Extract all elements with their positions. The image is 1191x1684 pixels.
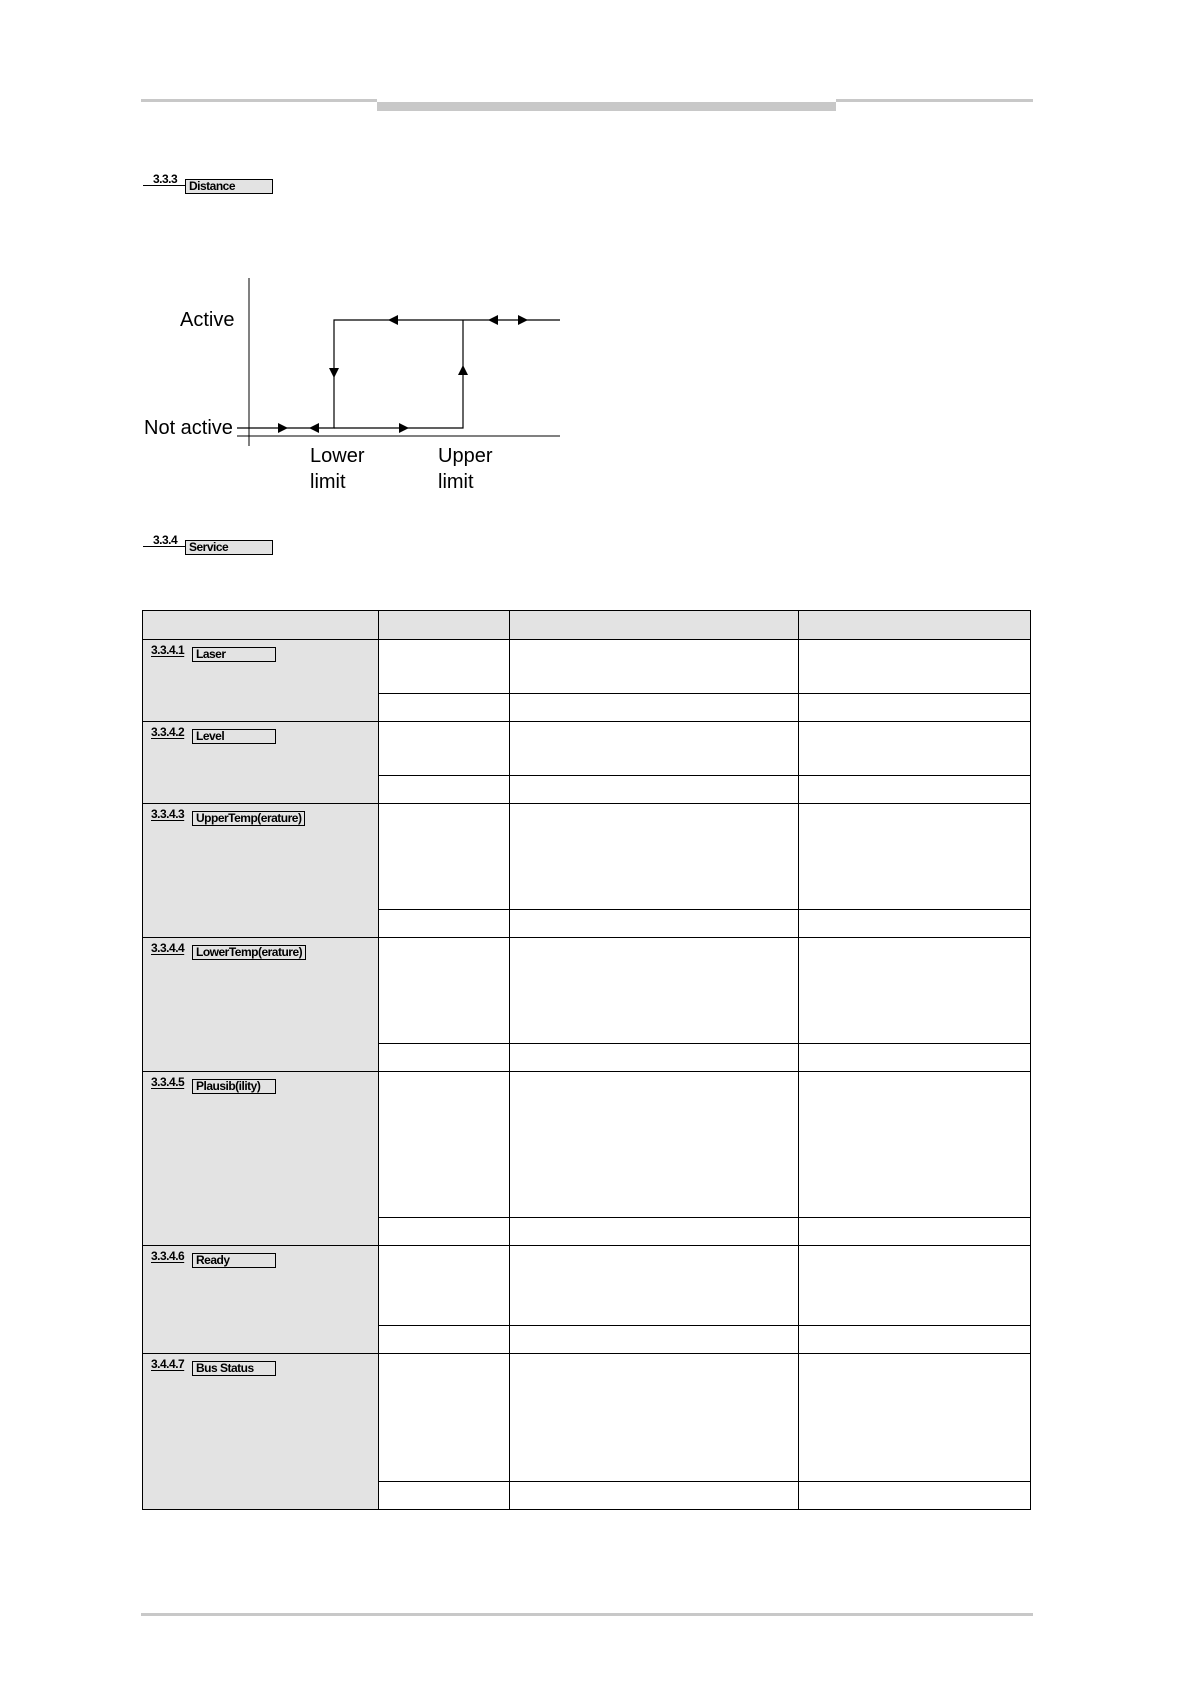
header-rule-right [836,99,1033,102]
label-not-active: Not active [144,417,233,439]
row-label: Level [192,729,276,744]
table-cell [510,1326,799,1354]
table-cell [510,1218,799,1246]
row-name-cell [143,722,379,804]
row-label: LowerTemp(erature) [192,945,306,960]
row-name-cell [143,1354,379,1510]
row-label: Ready [192,1253,276,1268]
table-cell [379,640,510,694]
distance-hysteresis-diagram [130,270,570,500]
row-number: 3.3.4.6 [151,1249,185,1263]
table-cell [510,776,799,804]
table-row [143,938,1031,1044]
arrow-right-low-2 [399,423,409,433]
table-cell [510,938,799,1044]
table-cell [799,722,1031,776]
label-upper-limit-2: limit [438,471,474,493]
table-cell [510,694,799,722]
table-cell [510,1482,799,1510]
label-lower-limit-2: limit [310,471,346,493]
row-number: 3.3.4.4 [151,941,185,955]
table-cell [799,1218,1031,1246]
row-label: Bus Status [192,1361,276,1376]
table-cell [799,640,1031,694]
row-number: 3.3.4.1 [151,643,185,657]
table-cell [379,1072,510,1218]
table-cell [379,1044,510,1072]
table-cell [510,1044,799,1072]
table-cell [799,1326,1031,1354]
label-lower-limit-1: Lower [310,445,365,467]
arrow-right-low-1 [278,423,288,433]
header-cell [379,611,510,640]
table-cell [510,1354,799,1482]
section-distance-title: Distance [185,179,273,194]
table-header-row [143,611,1031,640]
table-cell [510,640,799,694]
table-cell [379,938,510,1044]
arrow-down-lower-limit [329,368,339,378]
table-cell [379,1246,510,1326]
table-cell [510,804,799,910]
row-number: 3.4.4.7 [151,1357,185,1371]
table-cell [379,1326,510,1354]
table-cell [799,1072,1031,1218]
header-cell [143,611,379,640]
table-row [143,1072,1031,1218]
header-cell [799,611,1031,640]
table-row [143,640,1031,694]
arrow-left-low [309,423,319,433]
service-table [142,610,1031,1510]
table-cell [379,776,510,804]
table-row [143,1354,1031,1482]
table-cell [379,1218,510,1246]
table-cell [379,1482,510,1510]
section-service-number: 3.3.4 [153,533,178,547]
row-name-cell [143,640,379,722]
row-label: Plausib(ility) [192,1079,276,1094]
label-active: Active [180,309,235,331]
label-upper-limit-1: Upper [438,445,493,467]
table-cell [379,722,510,776]
table-cell [799,804,1031,910]
table-cell [799,694,1031,722]
header-cell [510,611,799,640]
table-row [143,804,1031,910]
table-cell [379,804,510,910]
table-row [143,722,1031,776]
table-cell [799,910,1031,938]
row-name-cell [143,1246,379,1354]
table-cell [799,1246,1031,1326]
arrow-right-high [518,315,528,325]
row-number: 3.3.4.2 [151,725,185,739]
table-cell [799,776,1031,804]
table-cell [379,1354,510,1482]
table-cell [510,910,799,938]
section-distance-number: 3.3.3 [153,172,178,186]
section-service-title: Service [185,540,273,555]
arrow-up-upper-limit [458,365,468,375]
table-cell [510,722,799,776]
table-cell [799,1044,1031,1072]
table-cell [379,910,510,938]
table-cell [799,1482,1031,1510]
table-row [143,1246,1031,1326]
table-cell [799,938,1031,1044]
row-label: Laser [192,647,276,662]
row-number: 3.3.4.3 [151,807,185,821]
hysteresis-curve [237,320,560,428]
table-cell [799,1354,1031,1482]
header-rule-left [141,99,377,102]
arrow-left-high-1 [388,315,398,325]
table-cell [379,694,510,722]
table-cell [510,1246,799,1326]
footer-rule [141,1613,1033,1616]
table-cell [510,1072,799,1218]
row-label: UpperTemp(erature) [192,811,305,826]
row-name-cell [143,1072,379,1246]
hysteresis-return-path [334,320,463,428]
row-name-cell [143,804,379,938]
row-name-cell [143,938,379,1072]
header-rule-center [377,102,836,111]
arrow-left-high-2 [488,315,498,325]
row-number: 3.3.4.5 [151,1075,185,1089]
